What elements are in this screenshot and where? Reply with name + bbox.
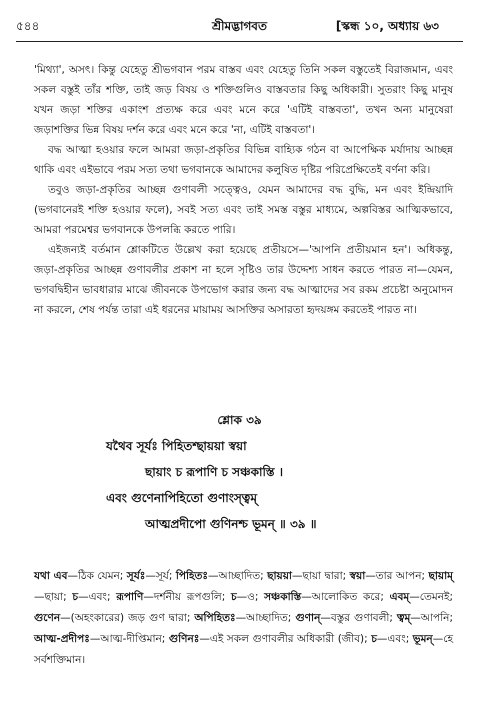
book-title: শ্রীমদ্ভাগবত — [211, 19, 267, 33]
section-label: [স্কন্ধ ১০, অধ্যায় ৬৩ — [335, 19, 439, 33]
synonym-meaning: তার আপন — [375, 570, 422, 582]
synonym-word: স্বয়া — [349, 570, 366, 582]
synonym-word: ছায়য়া — [267, 570, 292, 582]
verse-line: আত্মপ্রদীপো গুণিনশ্চ ভূমন্ ॥ ৩৯ ॥ — [145, 517, 317, 531]
paragraph: 'মিথ্যা', অসৎ। কিন্তু যেহেতু শ্রীভগবান পরম বাস্তব এবং যেহেতু তিনি সকল বস্তুতেই বিরাজমান, এবং সকল বস্তুই তাঁর শক্তি, তাই জড় বিষয় ও শক্তিগুলিও বাস্তবতার কিছু অধিকারী। সুতরাং কিছু মানুষ যখন জড়া শক্তির একাংশ প্রত্যক্ষ করে এবং মনে করে 'এটিই বাস্তবতা', তখন অন্য মানুষেরা জড়াশক্তির ভিন্ন বিষয় দর্শন করে এবং মনে করে 'না, এটিই বাস্তবতা'। — [34, 64, 453, 136]
synonym-meaning: (অহংকারের) জড় গুণ দ্বারা — [70, 612, 187, 624]
synonym-word: পিহিতঃ — [175, 570, 208, 582]
synonym-word: ত্বম্ — [396, 612, 411, 624]
synonym-meaning: এই সকল গুণাবলীর অধিকারী (জীব) — [209, 633, 365, 645]
paragraph: তবুও জড়া-প্রকৃতির আচ্ছন্ন গুণাবলী সত্ত্বেও, যেমন আমাদের বদ্ধ বুদ্ধি, মন এবং ইন্দ্রিয়াদি (ভগবানেরই শক্তি হওয়ার ফলে), সবই সত্য এবং তাই সমস্ত বস্তুর মাধ্যমে, অল্পবিস্তর আত্মিকভাবে, আমরা পরমেশ্বর ভগবানকে উপলব্ধি করতে পারি। — [34, 184, 453, 236]
synonym-meaning: আচ্ছাদিত — [218, 570, 261, 582]
verse-heading: শ্লোক ৩৯ — [217, 413, 262, 427]
synonym-meaning: বস্তুর গুণাবলী — [330, 612, 390, 624]
synonym-word: গুণেন — [34, 612, 61, 624]
verse-block — [0, 412, 479, 560]
synonym-word: চ — [230, 591, 237, 603]
synonym-meaning: এবং — [88, 591, 107, 603]
synonym-word: সঞ্চকাস্তি — [264, 591, 302, 603]
synonym-meaning: আত্ম-দীপ্তিমান — [100, 633, 162, 645]
page-number: ৫৪৪ — [16, 19, 40, 33]
synonym-word: গুণিনঃ — [168, 633, 200, 645]
synonym-word: ছায়াম্ — [428, 570, 453, 582]
synonym-word: রূপাণি — [116, 591, 144, 603]
header-rule — [16, 41, 463, 42]
synonym-word: চ — [371, 633, 377, 645]
synonym-meaning: এবং — [387, 633, 406, 645]
paragraph: বদ্ধ আত্মা হওয়ার ফলে আমরা জড়া-প্রকৃতির বিভিন্ন বাহ্যিক গঠন বা আপেক্ষিক মর্যাদায় আচ্ছন্ন থাকি এবং এইভাবে পরম সত্য তথা ভগবানকে আমাদের কলুষিত দৃষ্টির পরিপ্রেক্ষিতেই বর্ণনা করি। — [34, 144, 453, 176]
synonym-word: সূর্যঃ — [126, 570, 146, 582]
synonyms-block: যথা এব—ঠিক যেমন; সূর্যঃ—সূর্য; পিহিতঃ—আচ্ছাদিত; ছায়য়া—ছায়া দ্বারা; স্বয়া—তার আপন; ছায়াম্—ছায়া; চ—এবং; রূপাণি—দর্শনীয় রূপগুলি; চ—ও; সঞ্চকাস্তি—আলোকিত করে; এবম্—তেমনই; গুণেন—(অহংকারের) জড় গুণ দ্বারা; অপিহিতঃ—আচ্ছাদিত; গুণান্—বস্তুর গুণাবলী; ত্বম্—আপনি; আত্ম-প্রদীপঃ—আত্ম-দীপ্তিমান; গুণিনঃ—এই সকল গুণাবলীর অধিকারী (জীব); চ—এবং; ভূমন্—হে সর্বশক্তিমান। — [34, 570, 453, 666]
synonym-word: আত্ম-প্রদীপঃ — [34, 633, 90, 645]
synonym-meaning: ও — [247, 591, 255, 603]
synonym-meaning: ছায়া দ্বারা — [302, 570, 343, 582]
verse-line: যথৈব সূর্যঃ পিহিতশ্ছায়য়া স্বয়া — [106, 439, 247, 453]
synonym-word: চ — [72, 591, 79, 603]
synonym-meaning: আচ্ছাদিত — [246, 612, 288, 624]
verse-line: এবং গুণেনাপিহিতো গুণাংস্ত্বম্ — [106, 491, 257, 505]
synonym-word: ভূমন্ — [412, 633, 433, 645]
synonym-word: যথা এব — [34, 570, 68, 582]
synonym-word: অপিহিতঃ — [194, 612, 236, 624]
synonym-meaning: ছায়া — [44, 591, 64, 603]
synonym-meaning: সূর্য — [155, 570, 169, 582]
synonym-meaning: ঠিক যেমন — [77, 570, 120, 582]
paragraph: এইজন্যই বর্তমান শ্লোকটিতে উল্লেখ করা হয়েছে প্রতীয়সে—'আপনি প্রতীয়মান হন'। অধিকন্তু, জড়া-প্রকৃতির আচ্ছন্ন গুণাবলীর প্রকাশ না হলে সৃষ্টিও তার উদ্দেশ্য সাধন করতে পারত না—যেমন, ভগবদ্বিহীন ভাবধারার মাঝে জীবনকে উপভোগ করার জন্য বদ্ধ আত্মাদের সব রকম প্রচেষ্টা অনুমোদন না করলে, শেষ পর্যন্ত তারা এই ধরনের মায়াময় আসক্তির অসারতা হৃদয়ঙ্গম করতেই পারত না। — [34, 244, 453, 316]
synonym-word: গুণান্ — [295, 612, 321, 624]
purport-text — [34, 60, 453, 320]
synonym-meaning: হে সর্বশক্তিমান — [34, 633, 453, 666]
synonym-meaning: আলোকিত করে — [311, 591, 381, 603]
synonym-meaning: তেমনই — [419, 591, 450, 603]
verse-line: ছায়াং চ রূপাণি চ সঞ্চকাস্তি । — [145, 465, 284, 479]
synonym-meaning: দর্শনীয় রূপগুলি — [153, 591, 222, 603]
synonym-word: এবম্ — [389, 591, 410, 603]
running-header — [0, 18, 479, 40]
synonym-meaning: আপনি — [420, 612, 450, 624]
